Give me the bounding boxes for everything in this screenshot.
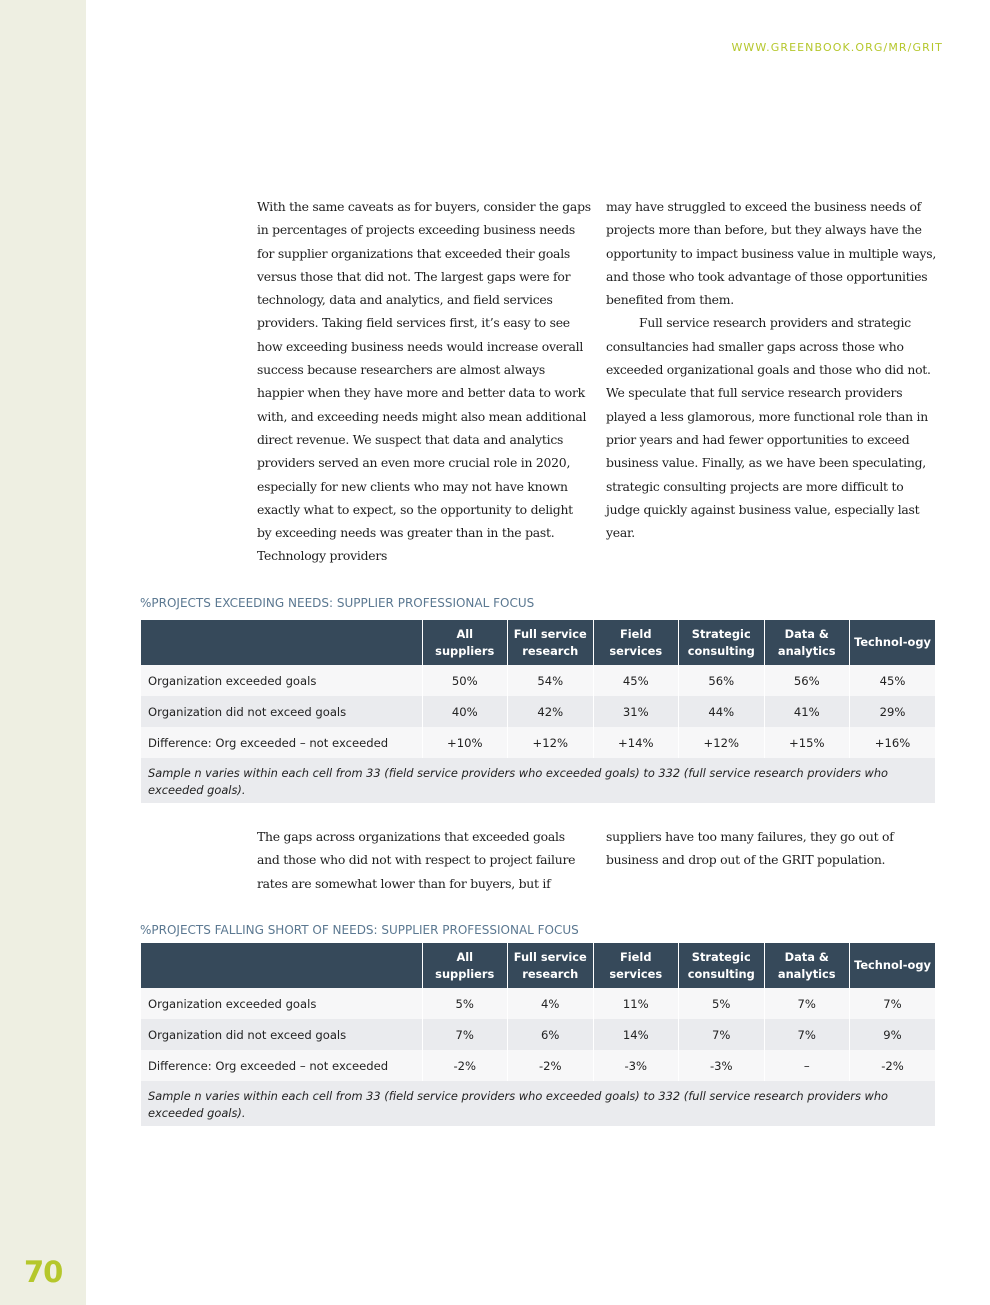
- table-cell: 42%: [508, 696, 594, 727]
- table-row: [141, 988, 935, 1019]
- table-row: [141, 665, 935, 696]
- table-cell: +16%: [850, 727, 936, 758]
- table-cell: 44%: [679, 696, 765, 727]
- table-cell: 50%: [422, 665, 508, 696]
- table-cell: 14%: [593, 1019, 679, 1050]
- table-cell: 7%: [422, 1019, 508, 1050]
- row-label: Organization exceeded goals: [141, 665, 422, 696]
- column-header: Technol-ogy: [850, 620, 936, 665]
- exceeding-needs-table: [141, 620, 935, 803]
- row-label: Difference: Org exceeded – not exceeded: [141, 1050, 422, 1081]
- table-cell: +10%: [422, 727, 508, 758]
- table-cell: -2%: [850, 1050, 936, 1081]
- table-cell: +15%: [764, 727, 850, 758]
- table-row: [141, 1050, 935, 1081]
- table-cell: –: [764, 1050, 850, 1081]
- header-url: WWW.GREENBOOK.ORG/MR/GRIT: [731, 41, 943, 54]
- table-note-row: [141, 1081, 935, 1126]
- paragraph: With the same caveats as for buyers, consider the gaps in percentages of projects exceeding business needs for supplier organizations that exceeded their goals versus those that did not. The largest gaps were for technology, data and analytics, and field services providers. Taking field services first, it’s easy to see how exceeding business needs would increase overall success because researchers are almost always happier when they have more and better data to work with, and exceeding needs might also mean additional direct revenue. We suspect that data and analytics providers served an even more crucial role in 2020, especially for new clients who may not have known exactly what to expect, so the opportunity to delight by exceeding needs was greater than in the past. Technology providers: [257, 199, 591, 564]
- table-cell: 6%: [508, 1019, 594, 1050]
- table-cell: 45%: [593, 665, 679, 696]
- column-header: Data & analytics: [764, 620, 850, 665]
- table-cell: 31%: [593, 696, 679, 727]
- table-cell: -3%: [593, 1050, 679, 1081]
- table-cell: 41%: [764, 696, 850, 727]
- table-cell: -3%: [679, 1050, 765, 1081]
- column-header: Full service research: [508, 943, 594, 988]
- table-header-row: [141, 943, 935, 988]
- column-header: All suppliers: [422, 620, 508, 665]
- row-label: Difference: Org exceeded – not exceeded: [141, 727, 422, 758]
- table-cell: -2%: [422, 1050, 508, 1081]
- column-header: Strategic consulting: [679, 943, 765, 988]
- table-cell: 54%: [508, 665, 594, 696]
- table-row: [141, 696, 935, 727]
- table-header-blank: [141, 943, 422, 988]
- column-header: Full service research: [508, 620, 594, 665]
- table-cell: 45%: [850, 665, 936, 696]
- table-header-blank: [141, 620, 422, 665]
- table-cell: +12%: [508, 727, 594, 758]
- paragraph: suppliers have too many failures, they go out of business and drop out of the GRIT population.: [606, 829, 894, 868]
- table-title: %PROJECTS EXCEEDING NEEDS: SUPPLIER PROFESSIONAL FOCUS: [140, 596, 535, 610]
- table-cell: 40%: [422, 696, 508, 727]
- column-header: Field services: [593, 943, 679, 988]
- table-cell: -2%: [508, 1050, 594, 1081]
- table-row: [141, 727, 935, 758]
- table-title: %PROJECTS FALLING SHORT OF NEEDS: SUPPLIER PROFESSIONAL FOCUS: [140, 923, 579, 937]
- body-text-column-left: [257, 195, 591, 568]
- table-cell: 11%: [593, 988, 679, 1019]
- paragraph: may have struggled to exceed the business needs of projects more than before, but they always have the opportunity to impact business value in multiple ways, and those who took advantage of those opportunities benefited from them.: [606, 199, 937, 308]
- table-note: Sample n varies within each cell from 33 (field service providers who exceeded goals) to 332 (full service research providers who exceeded goals).: [141, 1081, 935, 1126]
- body-text-column-right: [606, 825, 940, 872]
- body-text-column-left: [257, 825, 591, 895]
- column-header: Data & analytics: [764, 943, 850, 988]
- paragraph: The gaps across organizations that exceeded goals and those who did not with respect to project failure rates are somewhat lower than for buyers, but if: [257, 829, 576, 891]
- table-cell: 56%: [679, 665, 765, 696]
- page-number: 70: [24, 1255, 63, 1289]
- table-note-row: [141, 758, 935, 803]
- table-header-row: [141, 620, 935, 665]
- column-header: Technol-ogy: [850, 943, 936, 988]
- page-sidebar: [0, 0, 86, 1305]
- table-cell: 5%: [422, 988, 508, 1019]
- falling-short-table: [141, 943, 935, 1126]
- table-cell: 7%: [764, 988, 850, 1019]
- table-cell: 7%: [679, 1019, 765, 1050]
- table-cell: 5%: [679, 988, 765, 1019]
- table-cell: 29%: [850, 696, 936, 727]
- paragraph: Full service research providers and strategic consultancies had smaller gaps across those who exceeded organizational goals and those who did not. We speculate that full service research providers played a less glamorous, more functional role than in prior years and had fewer opportunities to exceed business value. Finally, as we have been speculating, strategic consulting projects are more difficult to judge quickly against business value, especially last year.: [606, 315, 931, 541]
- column-header: All suppliers: [422, 943, 508, 988]
- table-cell: +12%: [679, 727, 765, 758]
- table-note: Sample n varies within each cell from 33 (field service providers who exceeded goals) to 332 (full service research providers who exceeded goals).: [141, 758, 935, 803]
- row-label: Organization did not exceed goals: [141, 1019, 422, 1050]
- table-cell: +14%: [593, 727, 679, 758]
- row-label: Organization did not exceed goals: [141, 696, 422, 727]
- body-text-column-right: [606, 195, 940, 544]
- table-cell: 56%: [764, 665, 850, 696]
- column-header: Field services: [593, 620, 679, 665]
- table-cell: 7%: [850, 988, 936, 1019]
- column-header: Strategic consulting: [679, 620, 765, 665]
- table-row: [141, 1019, 935, 1050]
- table-cell: 4%: [508, 988, 594, 1019]
- row-label: Organization exceeded goals: [141, 988, 422, 1019]
- table-cell: 7%: [764, 1019, 850, 1050]
- table-cell: 9%: [850, 1019, 936, 1050]
